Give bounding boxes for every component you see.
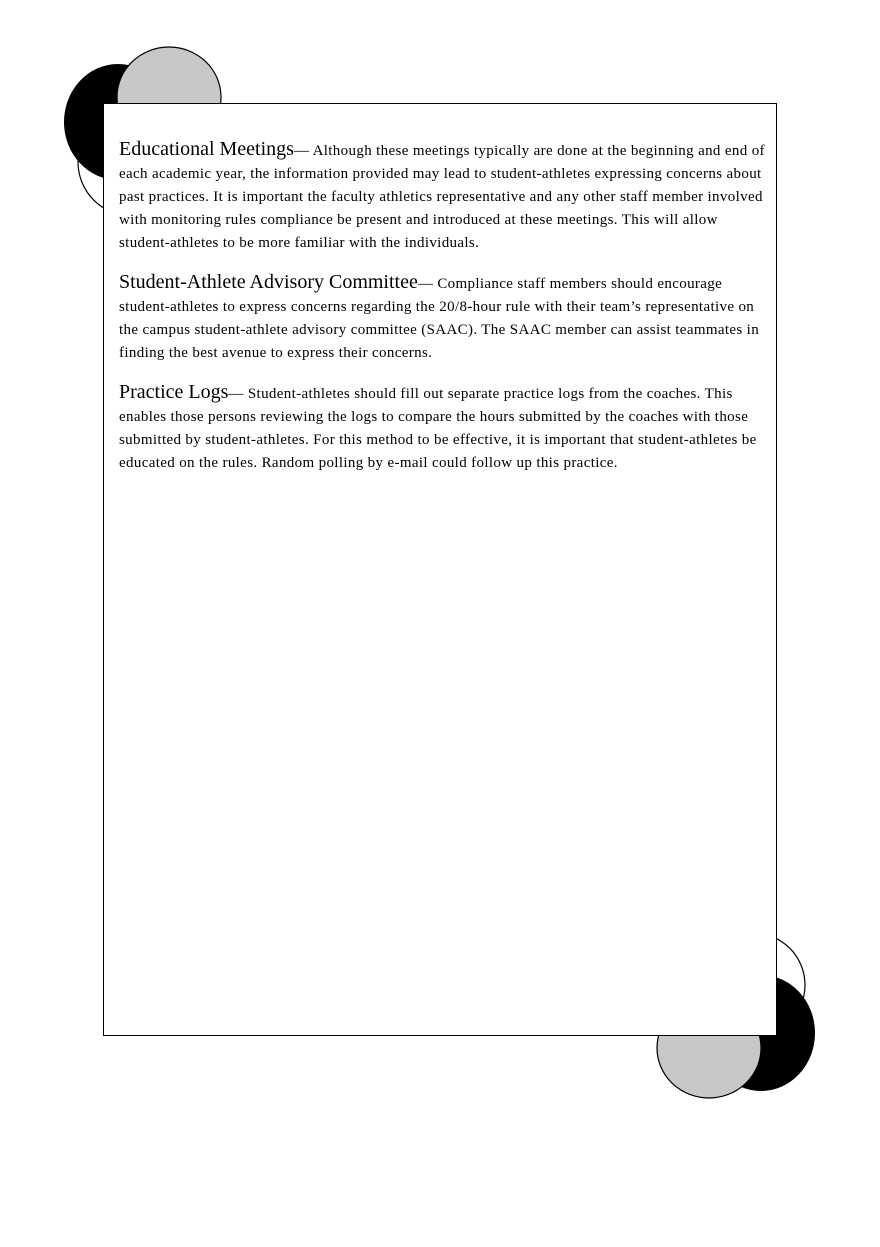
content-panel	[103, 103, 777, 1036]
section-educational-meetings	[119, 138, 765, 255]
section-heading: Educational Meetings	[119, 138, 294, 160]
section-body: Compliance staff members should encourage student-athletes to express concerns regarding the 20/8-hour rule with their team’s representative on the campus student-athlete advisory committee (SAAC). The SAAC member can assist teammates in finding the best avenue to express their concerns.	[119, 276, 760, 361]
section-body: Student-athletes should fill out separate practice logs from the coaches. This enables those persons reviewing the logs to compare the hours submitted by the coaches with those submitted by student-athletes. For this method to be effective, it is important that student-athletes be educated on the rules. Random polling by e-mail could follow up this practice.	[119, 386, 757, 471]
section-practice-logs	[119, 381, 765, 475]
em-dash: —	[228, 386, 244, 402]
section-saac	[119, 271, 765, 365]
section-heading: Student-Athlete Advisory Committee	[119, 271, 418, 293]
document-body	[119, 138, 765, 491]
section-body: Although these meetings typically are done at the beginning and end of each academic year, the information provided may lead to student-athletes expressing concerns about past practices. It is important the faculty athletics representative and any other staff member involved with monitoring rules compliance be present and introduced at these meetings. This will allow student-athletes to be more familiar with the individuals.	[119, 143, 765, 251]
em-dash: —	[293, 143, 310, 159]
em-dash: —	[417, 276, 434, 292]
section-heading: Practice Logs	[119, 381, 229, 403]
